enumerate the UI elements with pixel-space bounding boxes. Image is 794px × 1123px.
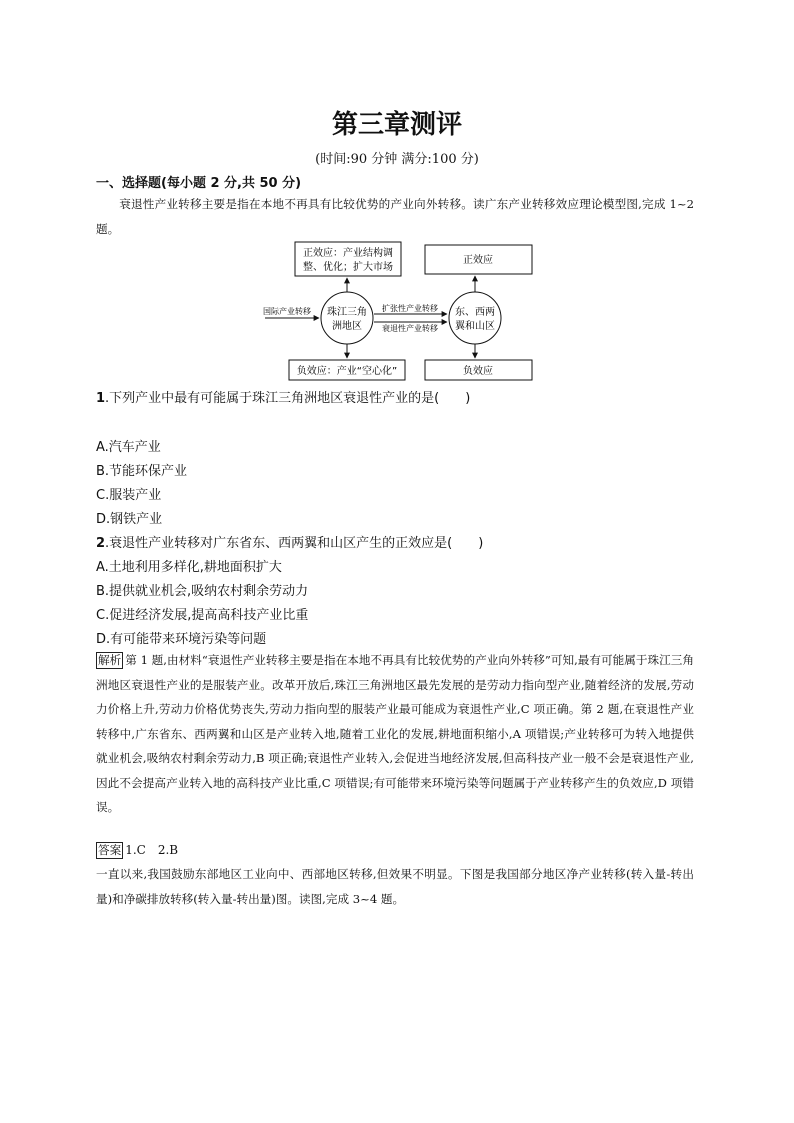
industry-transfer-diagram [255,238,545,384]
next-intro-paragraph: 一直以来,我国鼓励东部地区工业向中、西部地区转移,但效果不明显。下图是我国部分地区净产业转移(转入量-转出量)和净碳排放转移(转入量-转出量)图。读图,完成 3~4 题。 [96,867,694,906]
analysis-block [96,648,694,820]
box-negative-right-label: 负效应 [463,366,493,377]
question-2-stem: 2.衰退性产业转移对广东省东、西两翼和山区产生的正效应是( ) [96,536,484,551]
box-negative-left-label: 负效应：产业“空心化” [296,366,398,377]
q1-option-c[interactable]: C.服装产业 [96,488,162,503]
answer-text: 1.C 2.B [125,843,179,857]
q2-option-a[interactable]: A.土地利用多样化,耕地面积扩大 [96,560,282,575]
arrow-label-expansion: 扩张性产业转移 [382,304,438,313]
arrow-label-international: 国际产业转移 [263,307,311,316]
answer-tag: 答案 [98,843,122,857]
box-positive-left-line1: 正效应：产业结构调 [303,248,393,259]
box-positive-right-label: 正效应 [463,255,493,266]
analysis-tag: 解析 [98,653,122,667]
q1-option-d[interactable]: D.钢铁产业 [96,512,163,527]
answer-block [96,841,178,859]
circle-east-west-wings [449,292,501,344]
circle-right-line1: 东、西两 [455,307,495,318]
q1-option-b[interactable]: B.节能环保产业 [96,464,188,479]
question-1-stem: 1.下列产业中最有可能属于珠江三角洲地区衰退性产业的是( ) [96,391,471,406]
box-positive-left-line2: 整、优化；扩大市场 [303,262,393,273]
analysis-text: 第 1 题,由材料“衰退性产业转移主要是指在本地不再具有比较优势的产业向外转移”可知,最有可能属于珠江三角洲地区衰退性产业的是服装产业。改革开放后,珠江三角洲地区最先发展的是劳动力指向型产业,随着经济的发展,劳动力价格上升,劳动力价格优势丧失,劳动力指向型的服装产业最可能成为衰退性产业,C 项正确。第 2 题,在衰退性产业转移中,广东省东、西两翼和山区是产业转入地,随着工业化的发展,耕地面积缩小,A 项错误;产业转移可为转入地提供就业机会,吸纳农村剩余劳动力,B 项正确;衰退性产业转入,会促进当地经济发展,但高科技产业一般不会是衰退性产业,因此不会提高产业转入地的高科技产业比重,C 项错误;有可能带来环境污染等问题属于产业转移产生的负效应,D 项错误。 [96,653,694,814]
question-number: 2 [96,536,106,551]
intro-paragraph: 衰退性产业转移主要是指在本地不再具有比较优势的产业向外转移。读广东产业转移效应理论模型图,完成 1~2 题。 [96,197,694,236]
arrow-label-decline: 衰退性产业转移 [382,324,438,333]
question-number: 1 [96,391,106,406]
circle-left-line1: 珠江三角 [327,307,367,318]
q2-option-b[interactable]: B.提供就业机会,吸纳农村剩余劳动力 [96,584,309,599]
circle-pearl-river-delta [321,292,373,344]
circle-left-line2: 洲地区 [332,321,362,332]
q1-option-a[interactable]: A.汽车产业 [96,440,161,455]
q2-option-c[interactable]: C.促进经济发展,提高高科技产业比重 [96,608,309,623]
section-heading: 一、选择题(每小题 2 分,共 50 分) [96,176,302,191]
page-title: 第三章测评 [331,110,462,140]
page-subtitle: (时间:90 分钟 满分:100 分) [315,152,479,167]
circle-right-line2: 翼和山区 [455,321,495,332]
q2-option-d[interactable]: D.有可能带来环境污染等问题 [96,632,267,647]
